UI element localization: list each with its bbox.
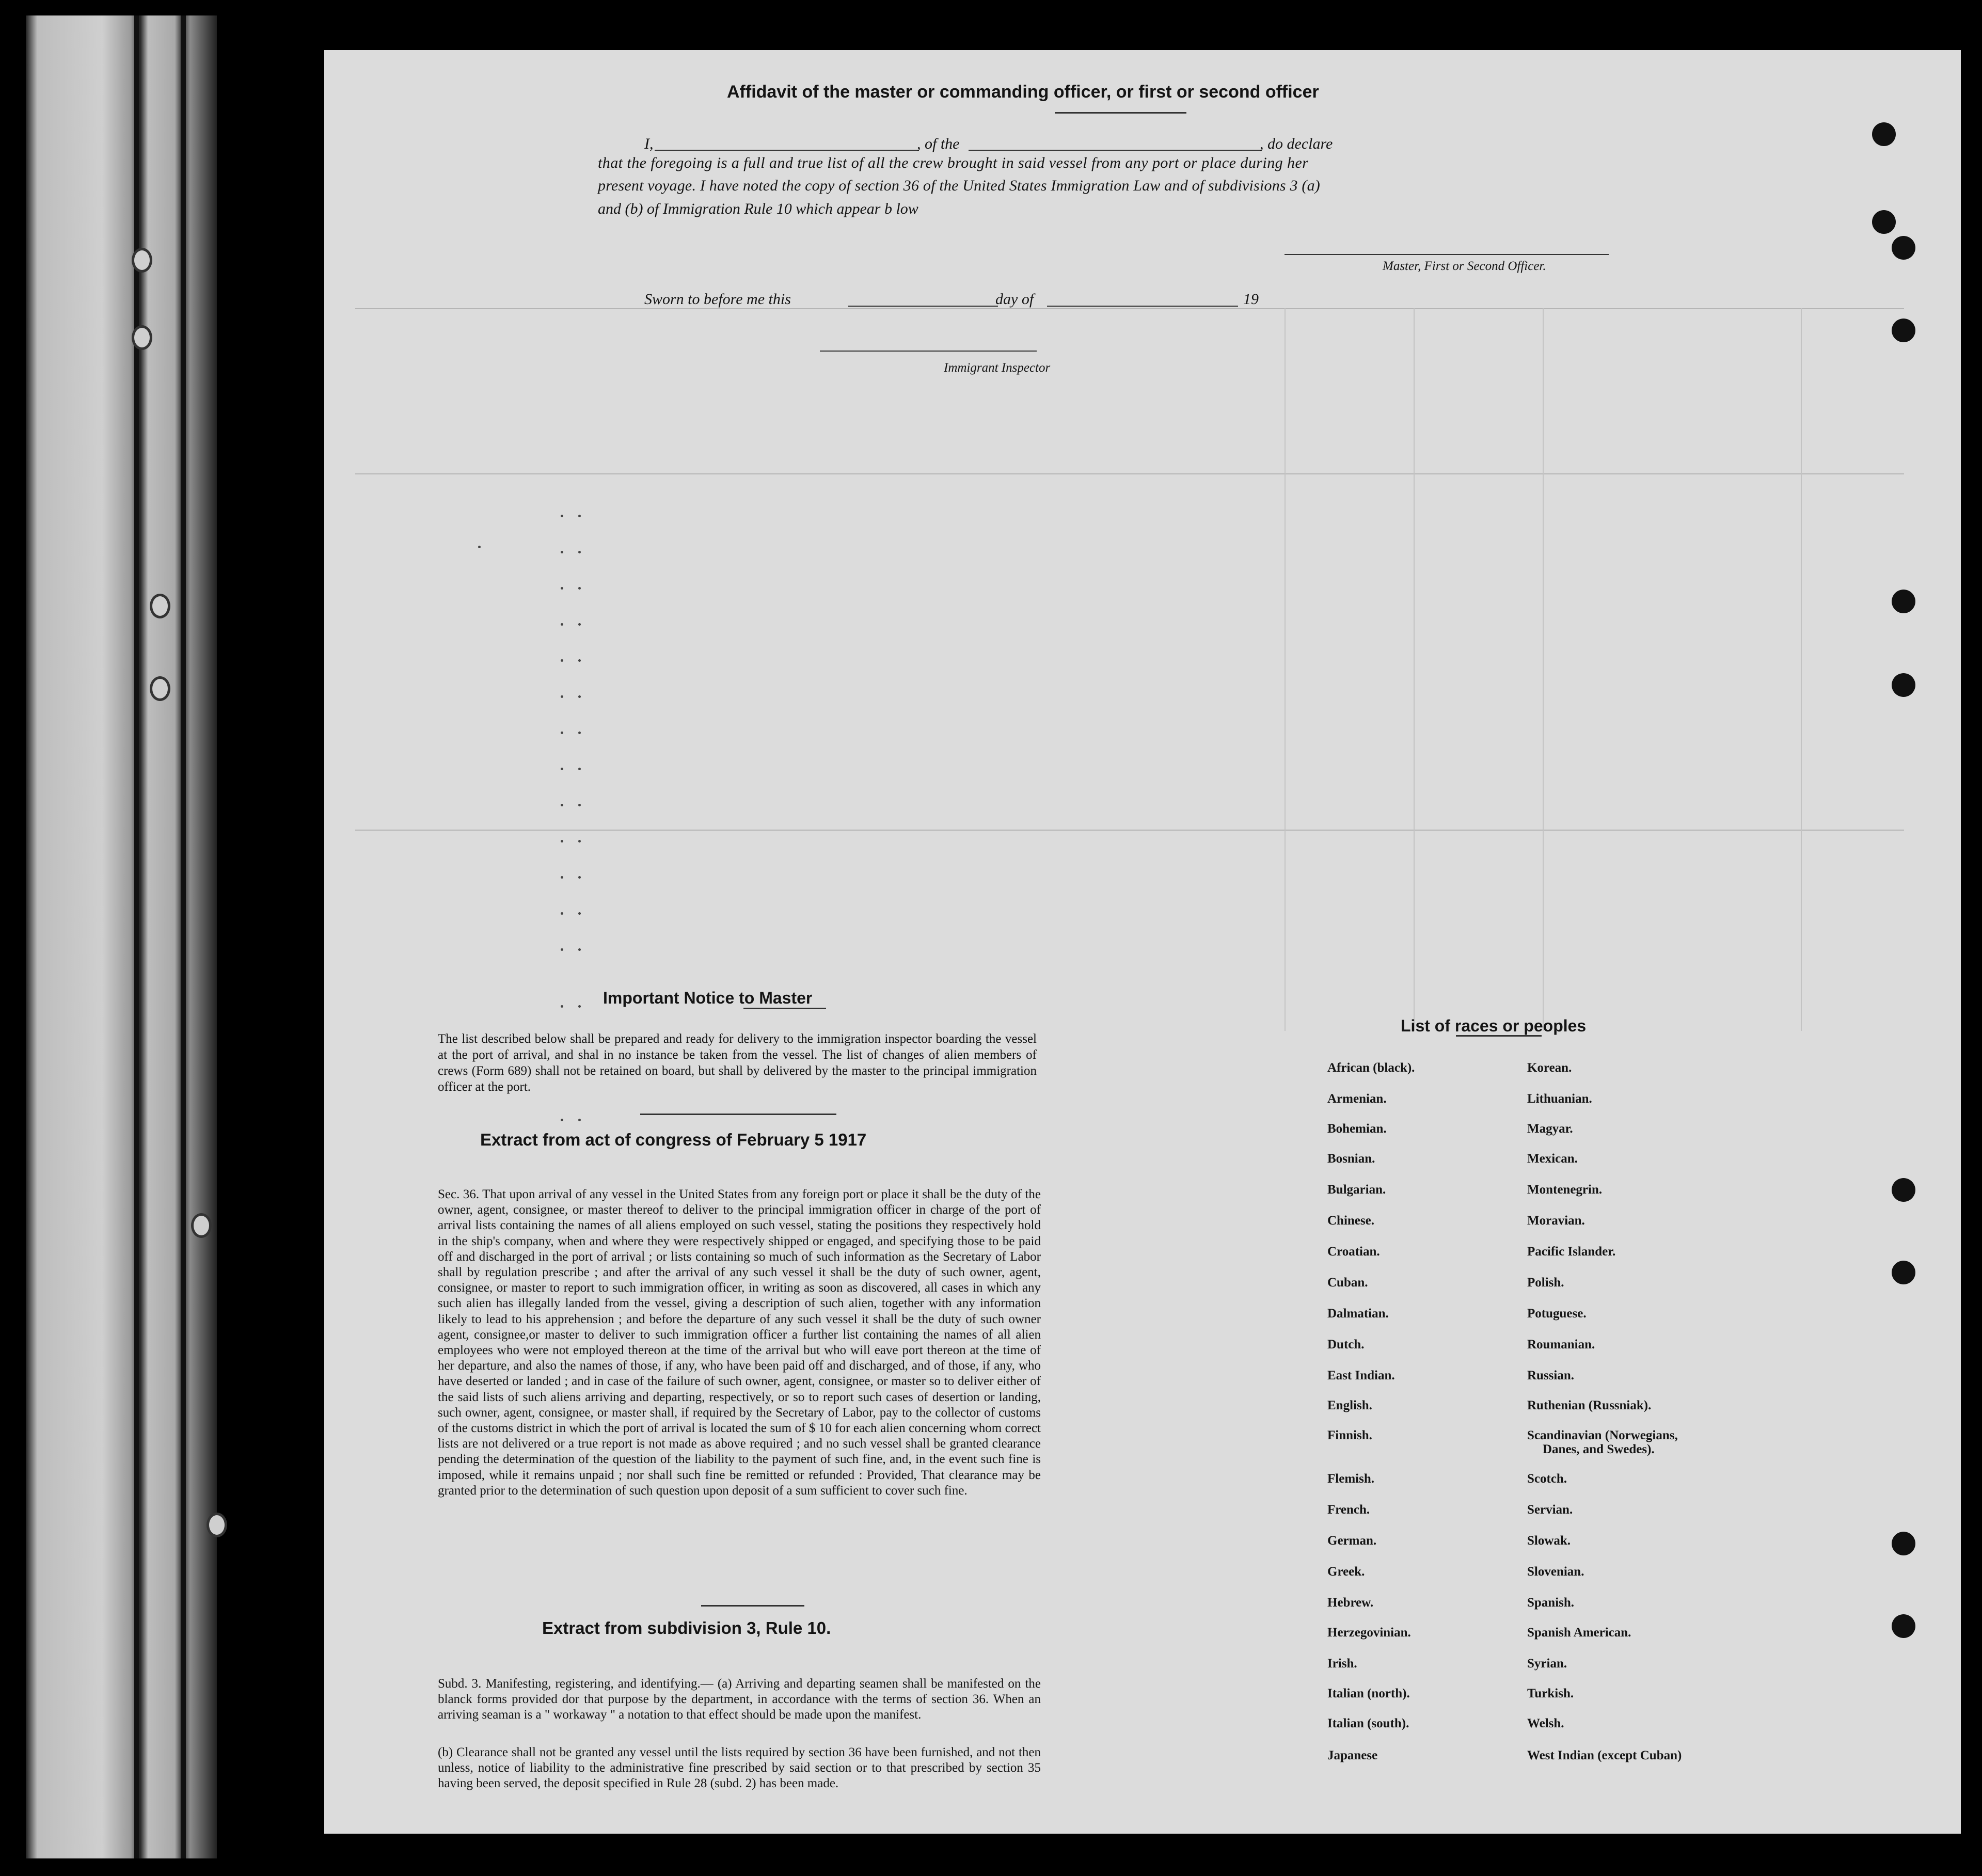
races-title-underline	[1456, 1035, 1542, 1037]
affidavit-line3: present voyage. I have noted the copy of section 36 of the United States Immigration Law and of subdivisions 3 (a)	[598, 177, 1320, 194]
punch-hole	[1892, 1261, 1915, 1284]
margin-dot	[478, 546, 481, 548]
bleed-through-line	[1543, 308, 1544, 1031]
binding-ring	[150, 676, 170, 701]
race-item: Bulgarian.	[1327, 1183, 1386, 1197]
affidavit-line1-i: I,	[644, 135, 654, 152]
divider	[640, 1114, 836, 1115]
race-item: Servian.	[1527, 1503, 1573, 1517]
margin-dot	[578, 587, 581, 590]
punch-hole	[1892, 590, 1915, 613]
race-item: Roumanian.	[1527, 1338, 1595, 1352]
bleed-through-line	[355, 308, 1904, 309]
punch-hole	[1892, 1178, 1915, 1202]
rule-para-a: Subd. 3. Manifesting, registering, and identifying.— (a) Arriving and departing seamen shall be manifested on the blanck forms provided dor that purpose by the department, in accordance with the terms of section 36. When an arriving seaman is a " workaway " a notation to that effect should be made upon the manifest.	[438, 1677, 1041, 1722]
affidavit-line2: that the foregoing is a full and true list of all the crew brought in said vessel from any port or place during her	[598, 154, 1309, 171]
race-item: Spanish American.	[1527, 1626, 1631, 1640]
margin-dot	[578, 804, 581, 806]
race-item: Japanese	[1327, 1748, 1378, 1762]
margin-dot	[561, 515, 563, 517]
margin-dot	[578, 1119, 581, 1121]
notice-body: The list described below shall be prepared and ready for delivery to the immigration inspector boarding the vessel at the port of arrival, and shal in no instance be taken from the vessel. The list of changes of alien members of crews (Form 689) shall not be retained on board, but shall by delivered by the master to the principal immigration officer at the port.	[438, 1032, 1037, 1094]
margin-dot	[561, 948, 563, 951]
margin-dot	[561, 1119, 563, 1121]
race-item: Bohemian.	[1327, 1122, 1387, 1136]
race-item: Croatian.	[1327, 1245, 1380, 1259]
margin-dot	[561, 876, 563, 879]
binding-ring	[132, 248, 152, 273]
race-item: English.	[1327, 1398, 1372, 1412]
affidavit-title: Affidavit of the master or commanding officer, or first or second officer	[727, 82, 1319, 102]
race-item: Welsh.	[1527, 1716, 1564, 1730]
race-item: Lithuanian.	[1527, 1092, 1592, 1106]
margin-dot	[578, 1005, 581, 1008]
race-item: Chinese.	[1327, 1214, 1374, 1228]
month-blank-line	[1047, 306, 1238, 307]
affidavit-line1-of-the: , of the	[917, 135, 960, 152]
margin-dot	[578, 876, 581, 879]
race-item: Flemish.	[1327, 1472, 1374, 1486]
punch-hole	[1892, 1614, 1915, 1638]
affidavit-line1-declare: , do declare	[1260, 135, 1333, 152]
margin-dot	[561, 912, 563, 915]
title-underline	[1055, 112, 1186, 114]
race-item: West Indian (except Cuban)	[1527, 1748, 1682, 1762]
race-item: Slowak.	[1527, 1534, 1571, 1548]
name-blank-line	[655, 150, 919, 151]
race-item: Scandinavian (Norwegians,	[1527, 1428, 1678, 1442]
margin-dot	[561, 551, 563, 553]
year-text: 19	[1243, 291, 1259, 308]
margin-dot	[561, 623, 563, 626]
bleed-through-line	[355, 830, 1904, 831]
notice-title-underline	[743, 1008, 826, 1009]
punch-hole	[1892, 236, 1915, 260]
race-item: Greek.	[1327, 1565, 1365, 1579]
margin-dot	[561, 804, 563, 806]
binding-ring	[207, 1513, 227, 1537]
margin-dot	[578, 768, 581, 770]
race-item: Scotch.	[1527, 1472, 1567, 1486]
day-of-text: day of	[995, 291, 1034, 308]
margin-dot	[578, 659, 581, 662]
race-item: Potuguese.	[1527, 1307, 1587, 1321]
margin-dot	[578, 515, 581, 517]
notice-title: Important Notice to Master	[603, 989, 813, 1007]
race-item: Finnish.	[1327, 1428, 1372, 1442]
bleed-through-line	[355, 473, 1904, 474]
margin-dot	[561, 1005, 563, 1008]
margin-dot	[578, 623, 581, 626]
margin-dot	[561, 695, 563, 698]
race-item: Italian (south).	[1327, 1716, 1409, 1730]
act-body: Sec. 36. That upon arrival of any vessel in the United States from any foreign port or place it shall be the duty of the owner, agent, consignee, or master thereof to deliver to the principal immigration officer in charge of the port of arrival lists containing the names of all aliens employed on such vessel, stating the positions they respectively hold in the ship's company, when and where they were respectively shipped or engaged, and specifying those to be paid off and discharged in the port of arrival ; or lists containing so much of such information as the Secretary of Labor shall by regulation prescribe ; and after the arrival of any such vessel it shall be the duty of such owner, agent, consignee, or master to report to such immigration officer, in writing as soon as discovered, all cases in which any such alien has illegally landed from the vessel, giving a description of such alien, together with any information likely to lead to his apprehension ; and before the departure of any such vessel it shall be the duty of such owner agent, consignee,or master to deliver to such immigration officer a further list containing the names of all alien employees who were not employed thereon at the time of the arrival but who will eave port thereon at the time of her departure, and also the names of those, if any, who have been paid off and discharged, and of those, if any, who have deserted or landed ; and in case of the failure of such owner, agent, consignee, or master so to deliver either of the said lists of such aliens arriving and departing, respectively, or so to report such cases of desertion or landing, such owner, agent, consignee, or master shall, if required by the Secretary of Labor, pay to the collector of customs of the customs district in which the port of arrival is located the sum of $ 10 for each alien concerning whom correct lists are not delivered or a true report is not made as above required ; and no such vessel shall be granted clearance pending the determination of the question of the liability to the payment of such fine, and, in the event such fine is imposed, while it remains unpaid ; nor shall such fine be remitted or refunded : Provided, That clearance may be granted prior to the determination of such question upon deposit of a sum sufficient to cover such fine.	[438, 1187, 1041, 1498]
margin-dot	[578, 912, 581, 915]
race-item: Irish.	[1327, 1657, 1357, 1671]
rule-para-b: (b) Clearance shall not be granted any vessel until the lists required by section 36 have been furnished, and not then unless, notice of liability to the administrative fine prescribed by said section or to that prescribed by section 35 having been served, the deposit specified in Rule 28 (subd. 2) has been made.	[438, 1745, 1041, 1791]
race-item: Danes, and Swedes).	[1543, 1442, 1655, 1456]
book-binding	[26, 15, 217, 1858]
race-item: German.	[1327, 1534, 1377, 1548]
punch-hole	[1872, 210, 1896, 234]
margin-dot	[561, 768, 563, 770]
binding-ring	[191, 1213, 212, 1238]
bleed-through-line	[1801, 308, 1802, 1031]
day-blank-line	[848, 306, 998, 307]
race-item: Dalmatian.	[1327, 1307, 1389, 1321]
race-item: Bosnian.	[1327, 1152, 1375, 1166]
margin-dot	[578, 840, 581, 842]
act-title: Extract from act of congress of February 5 1917	[480, 1130, 867, 1149]
inspector-signature-line	[820, 351, 1037, 352]
margin-dot	[578, 732, 581, 734]
margin-dot	[561, 659, 563, 662]
race-item: Russian.	[1527, 1369, 1575, 1382]
margin-dot	[561, 840, 563, 842]
sworn-text: Sworn to before me this	[644, 291, 791, 308]
race-item: Italian (north).	[1327, 1687, 1410, 1700]
race-item: Syrian.	[1527, 1657, 1567, 1671]
affidavit-line4: and (b) of Immigration Rule 10 which appear b low	[598, 200, 918, 217]
inspector-caption: Immigrant Inspector	[944, 361, 1051, 375]
punch-hole	[1872, 122, 1896, 146]
document-page	[324, 50, 1961, 1834]
race-item: Mexican.	[1527, 1152, 1578, 1166]
divider	[701, 1605, 804, 1607]
race-item: Slovenian.	[1527, 1565, 1584, 1579]
race-item: East Indian.	[1327, 1369, 1395, 1382]
race-item: Cuban.	[1327, 1276, 1368, 1290]
bleed-through-line	[1414, 308, 1415, 1031]
margin-dot	[561, 587, 563, 590]
rule-title: Extract from subdivision 3, Rule 10.	[542, 1618, 831, 1637]
race-item: Spanish.	[1527, 1596, 1575, 1610]
margin-dot	[561, 732, 563, 734]
binding-ring	[150, 594, 170, 618]
race-item: Hebrew.	[1327, 1596, 1374, 1610]
race-item: Montenegrin.	[1527, 1183, 1603, 1197]
binding-ring	[132, 325, 152, 350]
race-item: Moravian.	[1527, 1214, 1585, 1228]
race-item: Armenian.	[1327, 1092, 1387, 1106]
vessel-blank-line	[969, 150, 1262, 151]
race-item: Pacific Islander.	[1527, 1245, 1616, 1259]
margin-dot	[578, 695, 581, 698]
margin-dot	[578, 948, 581, 951]
bleed-through-line	[1285, 308, 1286, 1031]
race-item: Polish.	[1527, 1276, 1564, 1290]
race-item: Turkish.	[1527, 1687, 1574, 1700]
race-item: Herzegovinian.	[1327, 1626, 1411, 1640]
race-item: Magyar.	[1527, 1122, 1573, 1136]
race-item: Dutch.	[1327, 1338, 1365, 1352]
race-item: African (black).	[1327, 1061, 1415, 1075]
punch-hole	[1892, 673, 1915, 697]
race-item: French.	[1327, 1503, 1370, 1517]
margin-dot	[578, 551, 581, 553]
punch-hole	[1892, 319, 1915, 342]
race-item: Ruthenian (Russniak).	[1527, 1398, 1652, 1412]
master-signature-caption: Master, First or Second Officer.	[1383, 259, 1546, 273]
signature-line	[1285, 254, 1609, 255]
punch-hole	[1892, 1532, 1915, 1555]
races-title: List of races or peoples	[1401, 1016, 1587, 1035]
race-item: Korean.	[1527, 1061, 1572, 1075]
